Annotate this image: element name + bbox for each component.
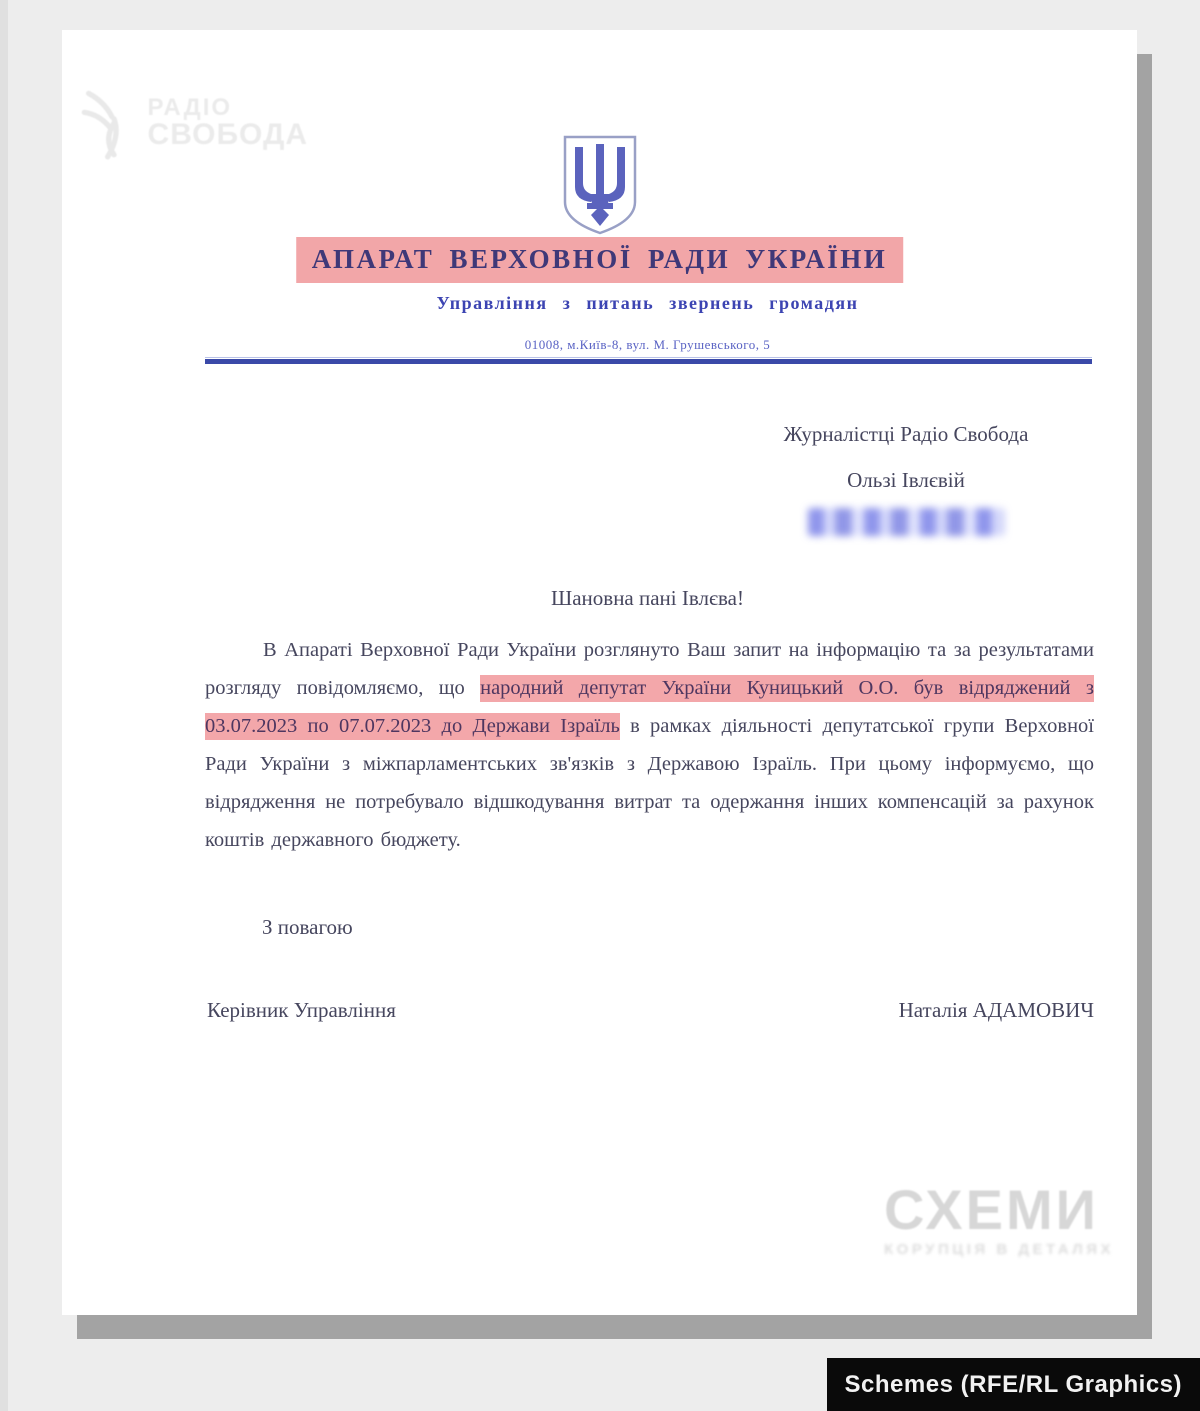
logo-line-1: РАДІО <box>147 94 233 121</box>
body-text-before-highlight: В Апараті Верховної Ради України розглянуто Ваш запит на інформацію та за результатами розгляду повідомляємо, що <box>205 639 1094 699</box>
org-title-highlight <box>296 237 904 283</box>
closing-regards: З повагою <box>262 915 353 939</box>
department-name: Управління з питань звернень громадян <box>436 293 859 313</box>
credit-label: Schemes (RFE/RL Graphics) <box>827 1358 1200 1411</box>
radio-svoboda-logo-text <box>148 96 308 150</box>
body-text-after-highlight: в рамках діяльності депутатської групи Верховної Ради України з міжпарламентських зв'язків з Державою Ізраїль. При цьому інформуємо, що відрядження не потребувало відшкодування витрат та одержання інших компенсацій за рахунок коштів державного бюджету. <box>205 715 1094 851</box>
logo-line-2: СВОБОДА <box>147 118 308 151</box>
schemes-watermark <box>884 1178 1134 1258</box>
redacted-email <box>808 508 1004 536</box>
scanned-letter-page <box>62 30 1137 1315</box>
org-title: АПАРАТ ВЕРХОВНОЇ РАДИ УКРАЇНИ <box>311 244 888 274</box>
salutation: Шановна пані Івлєва! <box>551 586 744 610</box>
schemes-watermark-title: СХЕМИ <box>884 1178 1099 1241</box>
signature-row <box>207 998 1094 1023</box>
radio-svoboda-watermark <box>78 68 308 178</box>
org-address: 01008, м.Київ-8, вул. М. Грушевського, 5 <box>524 337 771 352</box>
recipient-line-1: Журналістці Радіо Свобода <box>783 422 1029 446</box>
recipient-block <box>740 422 1072 536</box>
letter-body-paragraph <box>205 631 1094 859</box>
radio-svoboda-logo-icon <box>78 73 142 173</box>
tryzub-emblem-icon <box>561 134 639 236</box>
signer-name: Наталія АДАМОВИЧ <box>898 998 1094 1022</box>
header-divider-line <box>205 356 1092 364</box>
signer-position: Керівник Управління <box>207 998 396 1022</box>
body-text-highlighted: народний депутат України Куницький О.О. був відряджений з 03.07.2023 по 07.07.2023 до Держави Ізраїль <box>205 675 1094 740</box>
recipient-line-2: Ользі Івлєвій <box>847 468 965 492</box>
schemes-watermark-subtitle: КОРУПЦІЯ В ДЕТАЛЯХ <box>884 1241 1115 1258</box>
